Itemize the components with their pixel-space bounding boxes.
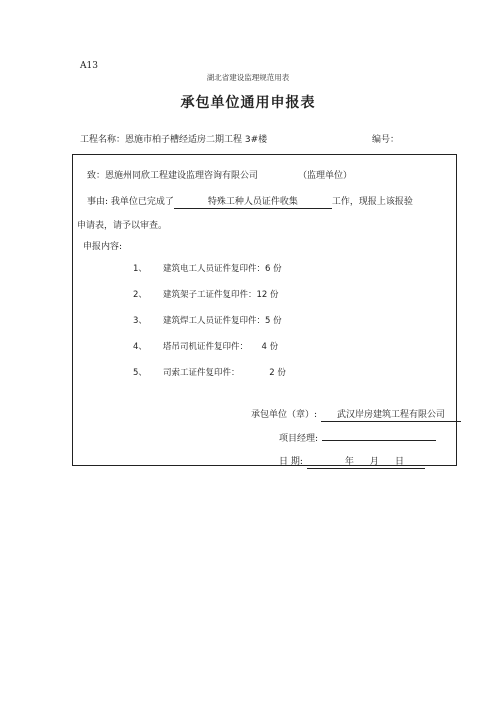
list-item <box>133 314 282 326</box>
manager-signature-line <box>322 440 436 441</box>
form-code: A13 <box>80 61 98 71</box>
form-box <box>72 154 457 466</box>
date-year: 年 <box>344 457 354 467</box>
date-month: 月 <box>369 457 379 467</box>
reason-line2: 申请表，请予以审查。 <box>77 221 168 231</box>
item-text: 司索工证件复印件： 2 份 <box>163 368 286 378</box>
page-title: 承包单位通用申报表 <box>180 95 316 111</box>
reason-value: 特殊工种人员证件收集 <box>174 197 332 209</box>
item-text: 塔吊司机证件复印件： 4 份 <box>163 342 279 352</box>
item-text: 建筑焊工人员证件复印件：5 份 <box>163 316 282 326</box>
list-item <box>133 288 279 300</box>
item-number: 5、 <box>133 368 147 378</box>
contractor-value: 武汉岸房建筑工程有限公司 <box>321 410 461 422</box>
date-line <box>307 457 425 469</box>
manager-label: 项目经理: <box>279 434 319 444</box>
addressee-label: 致： <box>87 171 106 181</box>
item-number: 1、 <box>133 264 147 274</box>
date-day: 日 <box>394 457 404 467</box>
reason-suffix: 工作，现报上该报验 <box>331 197 413 207</box>
form-subtitle: 湖北省建设监理规范用表 <box>206 73 290 82</box>
item-text: 建筑架子工证件复印件：12 份 <box>163 290 279 300</box>
contractor-row <box>251 407 461 422</box>
addressee-row <box>87 168 352 181</box>
list-item <box>133 340 278 352</box>
date-row <box>279 454 425 469</box>
content-label: 申报内容: <box>83 242 123 252</box>
item-text: 建筑电工人员证件复印件：6 份 <box>163 264 282 274</box>
project-name-label: 工程名称： <box>80 135 126 145</box>
manager-row <box>279 431 436 444</box>
date-label: 日 期: <box>279 457 303 467</box>
list-item <box>133 366 286 378</box>
list-item <box>133 262 282 274</box>
form-number-label: 编号： <box>372 135 400 145</box>
contractor-label: 承包单位（章）: <box>251 410 318 420</box>
item-number: 3、 <box>133 316 147 326</box>
addressee-role: （监理单位） <box>298 171 353 181</box>
project-name-row <box>80 132 267 145</box>
item-number: 4、 <box>133 342 147 352</box>
reason-row <box>87 194 413 209</box>
reason-label: 事由: 我单位已完成了 <box>87 197 174 207</box>
addressee-value: 恩施州同欣工程建设监理咨询有限公司 <box>105 171 259 181</box>
item-number: 2、 <box>133 290 147 300</box>
project-name-value: 恩施市柏子槽经适房二期工程 3#楼 <box>125 135 268 145</box>
